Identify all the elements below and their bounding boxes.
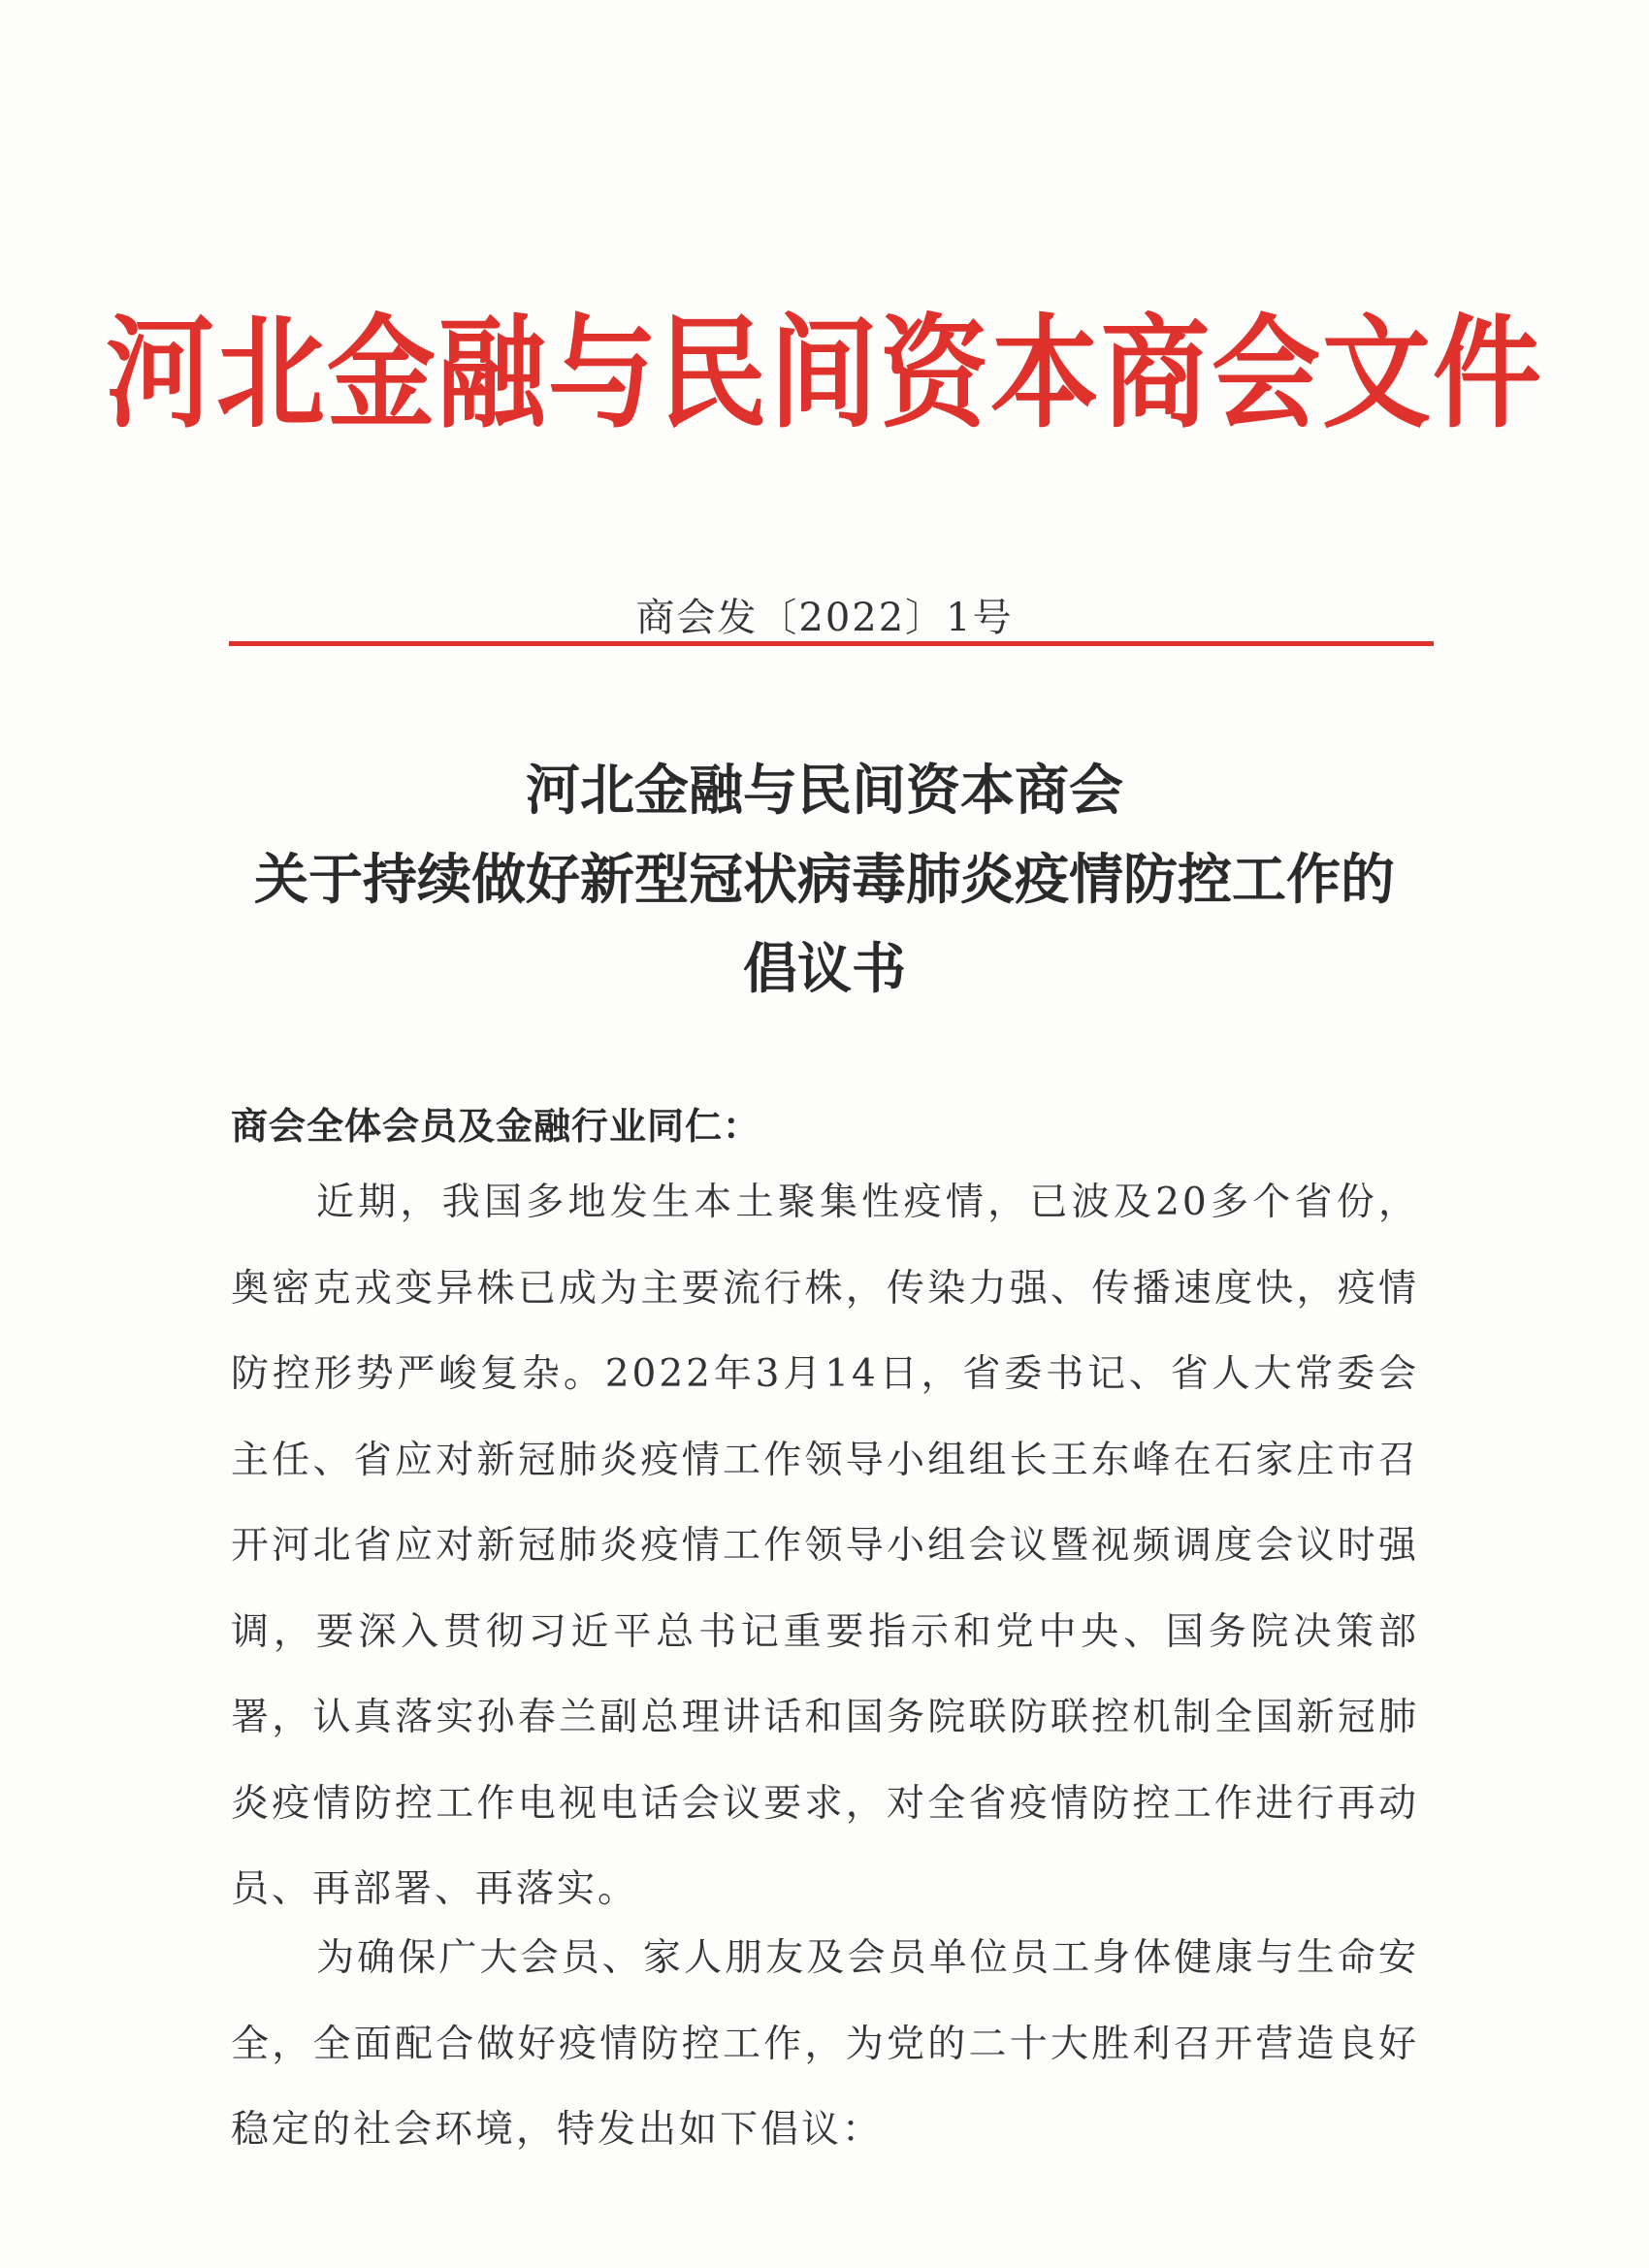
title-line-2: 关于持续做好新型冠状病毒肺炎疫情防控工作的 (254, 849, 1395, 912)
red-divider (229, 641, 1434, 646)
document-title (0, 747, 1649, 1015)
title-line-3: 倡议书 (743, 938, 906, 1001)
body-paragraph-2: 为确保广大会员、家人朋友及会员单位员工身体健康与生命安全，全面配合做好疫情防控工作，为党的二十大胜利召开营造良好稳定的社会环境，特发出如下倡议： (231, 1936, 1419, 2152)
salutation: 商会全体会员及金融行业同仁： (231, 1105, 761, 1148)
masthead-title: 河北金融与民间资本商会文件 (106, 304, 1543, 445)
document-number: 商会发〔2022〕1号 (635, 596, 1014, 640)
body-paragraph-1: 近期，我国多地发生本土聚集性疫情，已波及20多个省份，奥密克戎变异株已成为主要流行株，传染力强、传播速度快，疫情防控形势严峻复杂。2022年3月14日，省委书记、省人大常委会主任、省应对新冠肺炎疫情工作领导小组组长王东峰在石家庄市召开河北省应对新冠肺炎疫情工作领导小组会议暨视频调度会议时强调，要深入贯彻习近平总书记重要指示和党中央、国务院决策部署，认真落实孙春兰副总理讲话和国务院联防联控机制全国新冠肺炎疫情防控工作电视电话会议要求，对全省疫情防控工作进行再动员、再部署、再落实。 (231, 1181, 1419, 1911)
title-line-1: 河北金融与民间资本商会 (526, 760, 1123, 823)
